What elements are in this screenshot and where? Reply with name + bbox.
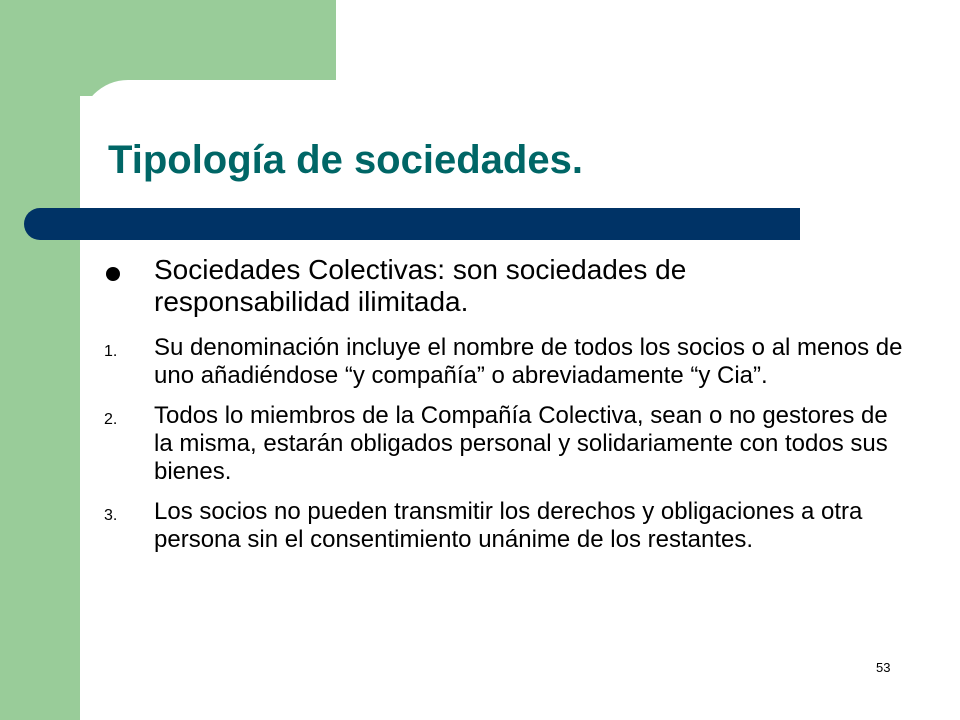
decorative-green-strip-left — [0, 0, 80, 720]
item-text: Todos lo miembros de la Compañía Colectiva, sean o no gestores de la misma, estarán obligados personal y solidariamente con todos sus bienes. — [154, 402, 888, 485]
bullet-item — [104, 254, 904, 318]
numbered-item-1 — [104, 334, 904, 390]
item-number: 3. — [104, 507, 118, 524]
item-text: Su denominación incluye el nombre de todos los socios o al menos de uno añadiéndose “y compañía” o abreviadamente “y Cia”. — [154, 334, 903, 389]
bullet-text: Sociedades Colectivas: son sociedades de responsabilidad ilimitada. — [154, 254, 687, 317]
item-text: Los socios no pueden transmitir los derechos y obligaciones a otra persona sin el consentimiento unánime de los restantes. — [154, 498, 863, 553]
item-number: 2. — [104, 411, 118, 428]
item-number: 1. — [104, 343, 118, 360]
page-number: 53 — [876, 660, 891, 675]
bullet-dot-icon — [106, 267, 120, 281]
numbered-list — [104, 334, 904, 554]
numbered-item-2 — [104, 402, 904, 486]
title-underline-bar — [24, 208, 800, 240]
slide-body — [104, 254, 904, 566]
slide-title: Tipología de sociedades. — [108, 138, 583, 182]
numbered-item-3 — [104, 498, 904, 554]
